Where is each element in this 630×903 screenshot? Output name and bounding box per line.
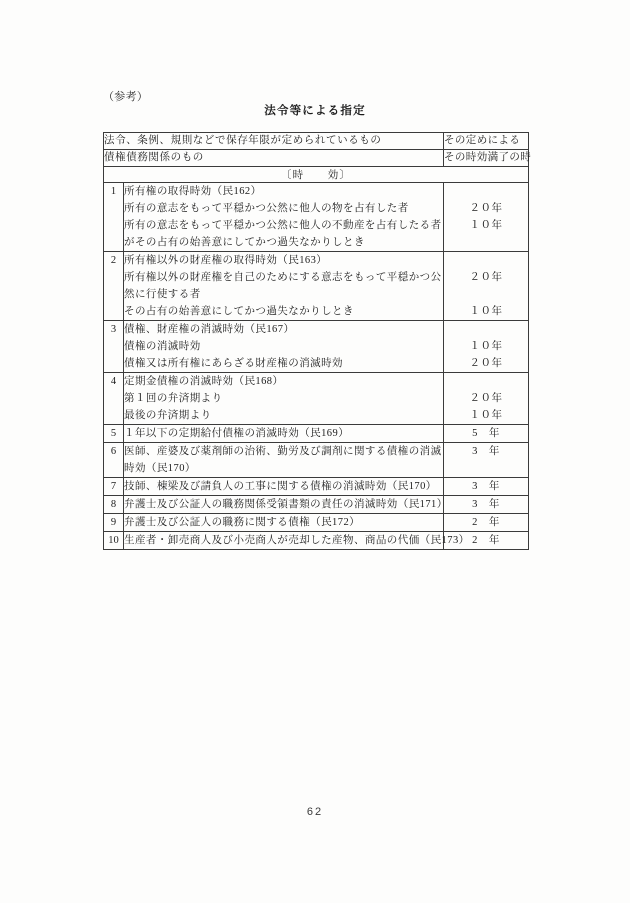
header-row-label: 法令、条例、規則などで保存年限が定められているもの [104,133,444,150]
row-description [124,495,448,513]
period-value: ２０年 [469,202,503,214]
header-row-value: その定めによる [444,133,529,150]
table-row [104,495,529,513]
description-line: 時効（民170） [124,462,196,474]
row-number: 8 [104,495,124,513]
row-period-value [444,424,529,442]
table-row [104,442,529,477]
row-period-value [444,320,529,372]
table-row [104,531,529,549]
row-period-value [444,477,529,495]
row-description [124,372,444,424]
row-number: 7 [104,477,124,495]
section-band-label: 〔時 効〕 [104,166,529,182]
table-row [104,251,529,320]
row-number: 9 [104,513,124,531]
description-line: 医師、産婆及び薬剤師の治術、勤労及び調剤に関する債権の消滅 [124,445,442,457]
description-line: 債権又は所有権にあらざる財産権の消滅時効 [124,357,343,369]
description-line: 弁護士及び公証人の職務に関する債権（民172） [124,516,361,528]
description-line: 生産者・卸売商人及び小売商人が売却した産物、商品の代価（民173） [124,534,470,546]
period-value: 3 年 [472,480,500,492]
description-line: 技師、棟梁及び請負人の工事に関する債権の消滅時効（民170） [124,480,437,492]
row-description [124,513,444,531]
row-number: 5 [104,424,124,442]
table-row [104,424,529,442]
page-title: 法令等による指定 [264,105,366,117]
period-value: ２０年 [469,271,503,283]
row-period-value [444,442,529,477]
table-row [104,513,529,531]
period-value: １０年 [469,219,503,231]
row-period-value [444,495,529,513]
period-value: 5 年 [472,427,500,439]
description-line: 債権、財産権の消滅時効（民167） [124,323,295,335]
section-band-row [104,166,529,182]
description-line: 所有の意志をもって平穏かつ公然に他人の不動産を占有したる者 [124,219,442,231]
table-row [104,372,529,424]
row-description [124,320,444,372]
period-value: １０年 [469,409,503,421]
period-value: 2 年 [472,534,500,546]
table-header-row [104,149,529,166]
description-line: その占有の始善意にしてかつ過失なかりしとき [124,305,354,317]
row-description [124,477,444,495]
row-number: 3 [104,320,124,372]
row-number: 1 [104,182,124,251]
description-line: がその占有の始善意にしてかつ過失なかりしとき [124,236,365,248]
header-row-value: その時効満了の時 [444,149,529,166]
description-line: 第１回の弁済期より [124,392,223,404]
row-number: 2 [104,251,124,320]
period-value: ２０年 [469,392,503,404]
description-line: １年以下の定期給付債権の消滅時効（民169） [124,427,350,439]
row-number: 10 [104,531,124,549]
page-number: 62 [306,806,324,818]
description-line: 所有権以外の財産権の取得時効（民163） [124,254,328,266]
row-description [124,251,444,320]
period-value: １０年 [469,305,503,317]
reference-note: （参考） [103,91,149,103]
retention-period-table-wrapper [103,132,532,550]
description-line: 所有権以外の財産権を自己のためにする意志をもって平穏かつ公 [124,271,442,283]
row-period-value [444,372,529,424]
description-line: 然に行使する者 [124,288,201,300]
row-period-value [444,513,529,531]
description-line: 弁護士及び公証人の職務関係受領書類の責任の消滅時効（民171） [124,498,448,510]
row-period-value [444,182,529,251]
table-row [104,320,529,372]
period-value: １０年 [469,340,503,352]
table-header-row [104,133,529,150]
description-line: 債権の消滅時効 [124,340,201,352]
description-line: 所有権の取得時効（民162） [124,185,262,197]
retention-period-table [103,132,532,550]
row-description [124,442,444,477]
row-number: 4 [104,372,124,424]
description-line: 最後の弁済期より [124,409,212,421]
row-description [124,182,444,251]
description-line: 所有の意志をもって平穏かつ公然に他人の物を占有した者 [124,202,409,214]
description-line: 定期金債権の消滅時効（民168） [124,375,284,387]
header-row-label: 債権債務関係のもの [104,149,444,166]
row-period-value [444,251,529,320]
row-description [124,424,444,442]
row-description [124,531,470,549]
table-row [104,182,529,251]
table-row [104,477,529,495]
period-value: 3 年 [472,445,500,457]
period-value: ２０年 [469,357,503,369]
period-value: 2 年 [472,516,500,528]
table-body [104,133,532,550]
row-number: 6 [104,442,124,477]
period-value: 3 年 [472,498,500,510]
